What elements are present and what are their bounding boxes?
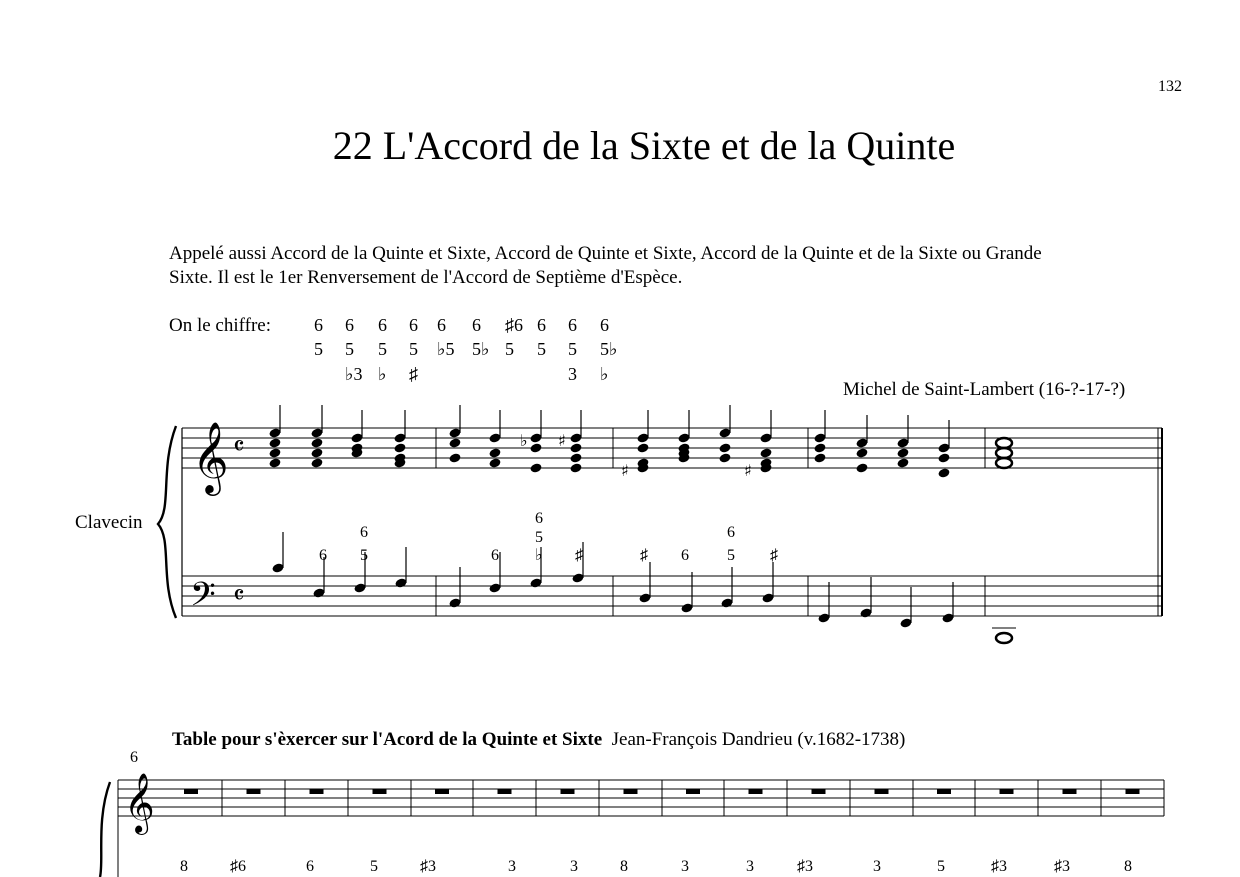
table-figure: 5: [370, 858, 378, 875]
whole-rest: [749, 789, 763, 794]
treble-whole-note: [996, 458, 1012, 468]
treble-note: [718, 452, 731, 463]
bass-figure-lower: 5: [727, 547, 735, 564]
cipher-figure-mid: 5: [505, 339, 514, 359]
table-figure: ♯6: [230, 858, 246, 875]
table-title: Table pour s'èxercer sur l'Acord de la Quinte et Sixte: [172, 729, 603, 750]
whole-rest: [310, 789, 324, 794]
cipher-figure-top: 6: [378, 315, 387, 335]
treble-note: [718, 442, 731, 453]
cipher-figure-top: 6: [437, 315, 446, 335]
treble-clef: 𝄞: [192, 420, 229, 493]
cipher-figure-top: 6: [537, 315, 546, 335]
sharp-sign: ♯: [744, 461, 752, 480]
bass-figure-lower: 5: [360, 547, 368, 564]
treble-note: [896, 457, 909, 468]
bass-figure-lower: ♯: [575, 547, 583, 564]
table-figure: 3: [681, 858, 689, 875]
cipher-figure-bottom: 3: [568, 364, 577, 384]
table-figure: 3: [873, 858, 881, 875]
bass-figure-mid: 5: [535, 529, 543, 546]
table-figure: 3: [570, 858, 578, 875]
treble-note: [855, 462, 868, 473]
brace: [158, 426, 176, 618]
cipher-figure-mid: 5: [537, 339, 546, 359]
treble-note: [937, 467, 950, 478]
cipher-figure-top: 6: [472, 315, 481, 335]
bass-figure-lower: ♯: [770, 547, 778, 564]
whole-rest: [686, 789, 700, 794]
treble-note: [813, 452, 826, 463]
treble-note: [310, 447, 323, 458]
treble-note: [448, 452, 461, 463]
whole-rest: [373, 789, 387, 794]
cipher-figure-mid: 5: [314, 339, 323, 359]
treble-note: [393, 442, 406, 453]
treble-whole-note: [996, 438, 1012, 448]
whole-rest: [247, 789, 261, 794]
whole-rest: [184, 789, 198, 794]
cipher-figure-mid: 5♭: [600, 339, 618, 359]
whole-rest: [624, 789, 638, 794]
whole-rest: [875, 789, 889, 794]
whole-rest: [812, 789, 826, 794]
table-figure: ♯3: [420, 858, 436, 875]
table-figure: 3: [746, 858, 754, 875]
treble-note: [529, 442, 542, 453]
cipher-figure-mid: 5: [378, 339, 387, 359]
table-figure: 8: [620, 858, 628, 875]
treble-note: [896, 447, 909, 458]
treble-note: [569, 442, 582, 453]
treble-note: [488, 447, 501, 458]
treble-note: [636, 442, 649, 453]
cipher-figure-bottom: ♭: [378, 364, 387, 384]
table-figure: ♯3: [991, 858, 1007, 875]
table-figure: 3: [508, 858, 516, 875]
intro-line-1: Appelé aussi Accord de la Quinte et Sixte, Accord de Quinte et Sixte, Accord de la Quinte et de la Sixte ou Grande: [169, 243, 1042, 264]
intro-line-2: Sixte. Il est le 1er Renversement de l'Accord de Septième d'Espèce.: [169, 267, 683, 288]
cipher-figure-top: 6: [314, 315, 323, 335]
cipher-label: On le chiffre:: [169, 315, 271, 336]
cipher-figure-mid: 5: [568, 339, 577, 359]
table-figure: ♯3: [797, 858, 813, 875]
bass-figure-lower: 6: [491, 547, 499, 564]
bass-figure-lower: ♯: [640, 547, 648, 564]
treble-clef: 𝄞: [124, 773, 155, 833]
whole-rest: [1063, 789, 1077, 794]
table-figure: ♯3: [1054, 858, 1070, 875]
treble-note: [448, 437, 461, 448]
table-figure: 5: [937, 858, 945, 875]
table-author: Jean-François Dandrieu (v.1682-1738): [611, 729, 906, 750]
bass-figure-lower: 6: [319, 547, 327, 564]
treble-note: [759, 447, 772, 458]
cipher-figure-mid: 5♭: [472, 339, 490, 359]
bass-figure-upper: 6: [360, 524, 368, 541]
cipher-figure-bottom: ♭: [600, 364, 609, 384]
bass-figure-upper: 6: [727, 524, 735, 541]
bass-figure-lower: 6: [681, 547, 689, 564]
table-start-figure: 6: [130, 749, 138, 766]
treble-note: [488, 457, 501, 468]
composer-credit: Michel de Saint-Lambert (16-?-17-?): [843, 379, 1126, 400]
cipher-figure-bottom: ♭3: [345, 364, 363, 384]
page-title: 22 L'Accord de la Sixte et de la Quinte: [332, 123, 956, 168]
whole-rest: [937, 789, 951, 794]
treble-whole-note: [996, 448, 1012, 458]
brace: [100, 782, 110, 877]
treble-note: [813, 442, 826, 453]
treble-note: [268, 457, 281, 468]
cipher-figure-top: 6: [600, 315, 609, 335]
cipher-figure-top: 6: [568, 315, 577, 335]
treble-note: [937, 452, 950, 463]
whole-rest: [1000, 789, 1014, 794]
treble-note: [569, 452, 582, 463]
treble-note: [268, 447, 281, 458]
treble-note: [310, 457, 323, 468]
sharp-sign: ♯: [558, 431, 566, 450]
whole-rest: [561, 789, 575, 794]
cipher-figure-mid: ♭5: [437, 339, 455, 359]
cipher-figure-top: ♯6: [505, 315, 523, 335]
treble-note: [268, 437, 281, 448]
treble-note: [569, 462, 582, 473]
instrument-label: Clavecin: [75, 512, 143, 533]
treble-note: [310, 437, 323, 448]
sharp-sign: ♯: [621, 461, 629, 480]
flat-sign: ♭: [520, 431, 528, 450]
page-number: 132: [1158, 78, 1182, 95]
treble-note: [529, 462, 542, 473]
bass-clef: 𝄢: [190, 576, 216, 622]
table-figure: 8: [1124, 858, 1132, 875]
whole-rest: [1126, 789, 1140, 794]
table-figure: 6: [306, 858, 314, 875]
bass-figure-lower: ♭: [535, 547, 543, 564]
cipher-figure-top: 6: [409, 315, 418, 335]
time-signature: 𝄴: [233, 581, 245, 611]
cipher-figure-bottom: ♯: [409, 364, 418, 384]
treble-note: [855, 447, 868, 458]
whole-rest: [435, 789, 449, 794]
cipher-figure-mid: 5: [345, 339, 354, 359]
time-signature: 𝄴: [233, 432, 245, 462]
bass-whole-note: [996, 633, 1012, 643]
table-figure: 8: [180, 858, 188, 875]
cipher-figure-top: 6: [345, 315, 354, 335]
bass-figure-upper: 6: [535, 510, 543, 527]
whole-rest: [498, 789, 512, 794]
cipher-figure-mid: 5: [409, 339, 418, 359]
